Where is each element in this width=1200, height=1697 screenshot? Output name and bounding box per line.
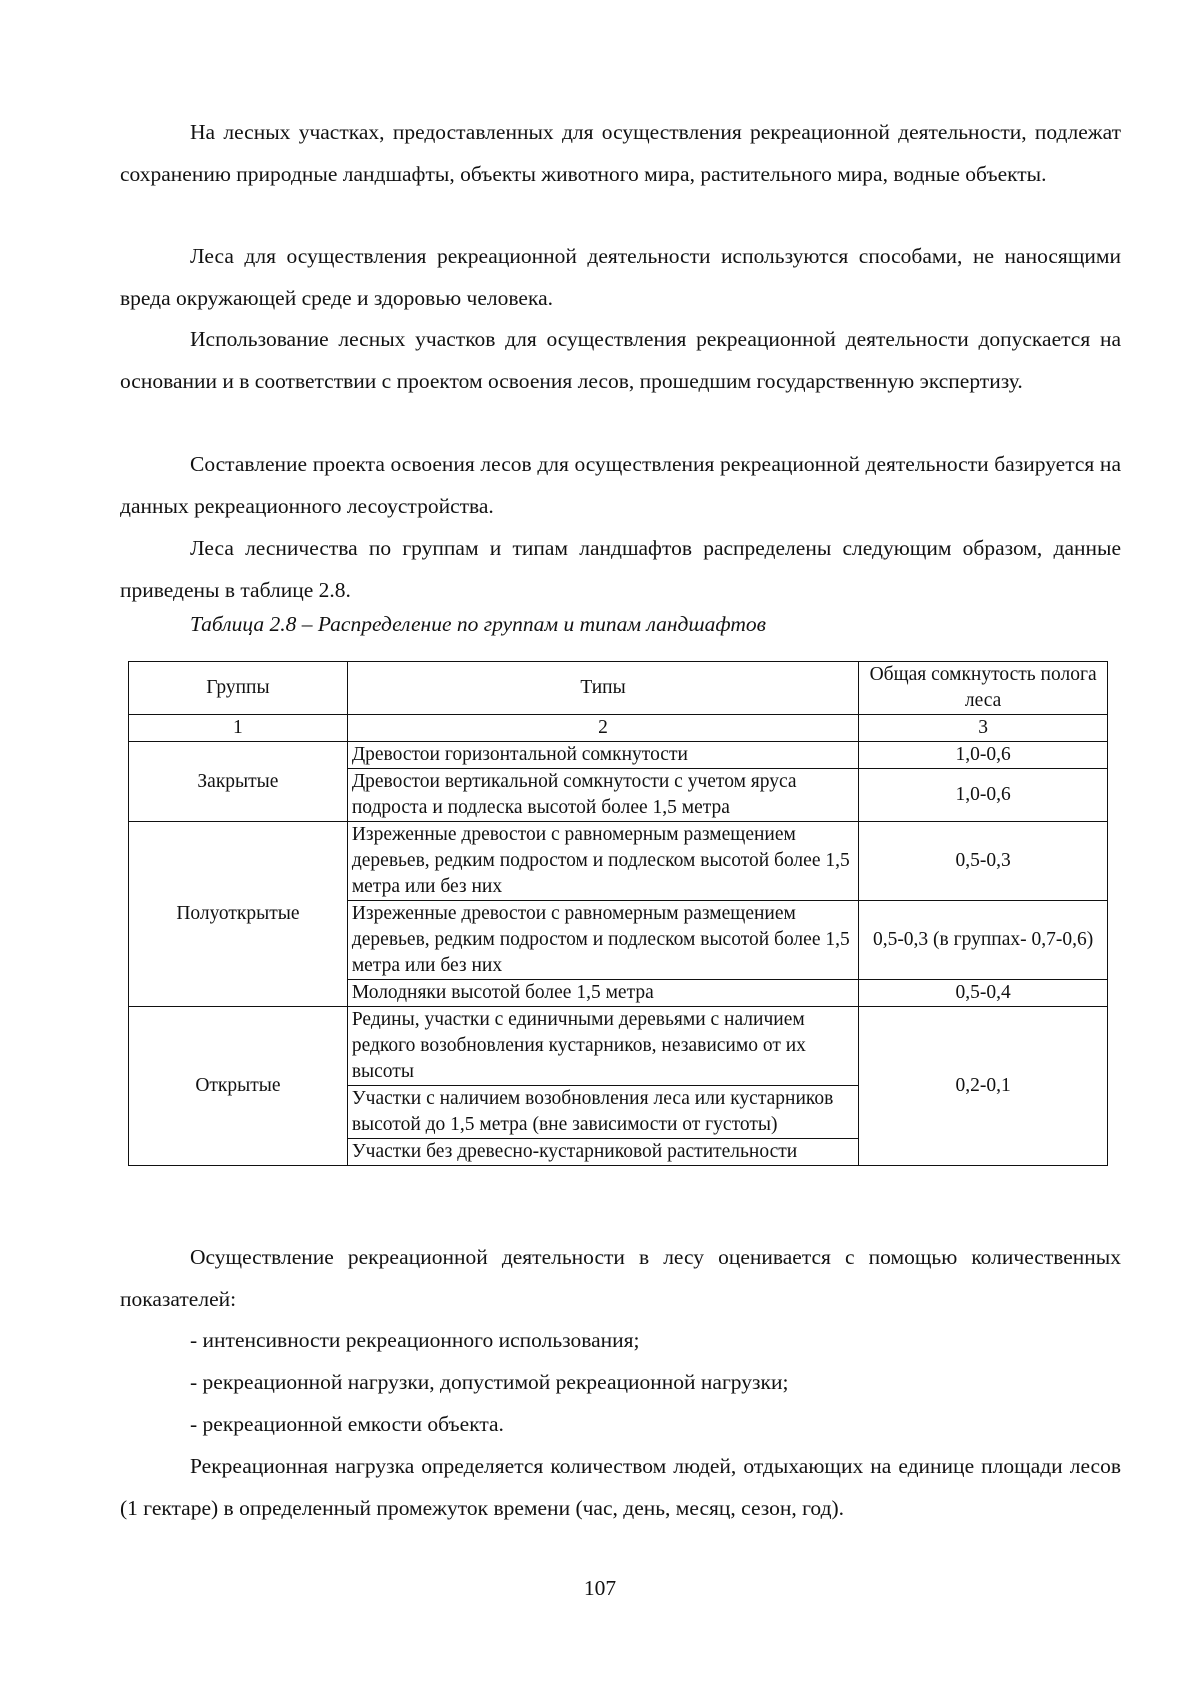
closure-cell: 0,5-0,4	[859, 980, 1108, 1007]
header-groups: Группы	[129, 662, 348, 715]
page-number: 107	[583, 1576, 617, 1600]
type-cell: Изреженные древостои с равномерным размещением деревьев, редким подростом и подлеском высотой более 1,5 метра или без них	[347, 822, 858, 901]
type-cell: Участки с наличием возобновления леса или кустарников высотой до 1,5 метра (вне зависимости от густоты)	[347, 1086, 858, 1139]
table-caption: Таблица 2.8 – Распределение по группам и типам ландшафтов	[190, 612, 767, 636]
header-closure: Общая сомкнутость полога леса	[859, 662, 1108, 715]
group-closed: Закрытые	[129, 742, 348, 822]
paragraph-2: Леса для осуществления рекреационной деятельности используются способами, не наносящими вреда окружающей среде и здоровью человека.	[120, 244, 1121, 310]
closure-cell: 0,5-0,3 (в группах- 0,7-0,6)	[859, 901, 1108, 980]
col-number: 2	[347, 715, 858, 742]
group-semi-open: Полуоткрытые	[129, 822, 348, 1007]
list-item: - интенсивности рекреационного использования;	[190, 1328, 640, 1352]
closure-cell: 0,2-0,1	[859, 1007, 1108, 1166]
type-cell: Участки без древесно-кустарниковой растительности	[347, 1139, 858, 1166]
paragraph-4: Составление проекта освоения лесов для осуществления рекреационной деятельности базируется на данных рекреационного лесоустройства.	[120, 452, 1121, 518]
list-item: - рекреационной нагрузки, допустимой рекреационной нагрузки;	[190, 1370, 789, 1394]
closure-cell: 0,5-0,3	[859, 822, 1108, 901]
landscape-table	[128, 661, 1108, 1166]
col-number: 1	[129, 715, 348, 742]
header-types: Типы	[347, 662, 858, 715]
type-cell: Древостои горизонтальной сомкнутости	[347, 742, 858, 769]
table-row	[129, 742, 1108, 769]
paragraph-indicators: Осуществление рекреационной деятельности в лесу оценивается с помощью количественных показателей:	[120, 1245, 1121, 1311]
type-cell: Редины, участки с единичными деревьями с наличием редкого возобновления кустарников, независимо от их высоты	[347, 1007, 858, 1086]
closure-cell: 1,0-0,6	[859, 742, 1108, 769]
paragraph-5: Леса лесничества по группам и типам ландшафтов распределены следующим образом, данные приведены в таблице 2.8.	[120, 536, 1121, 602]
table-row	[129, 1007, 1108, 1086]
closure-cell: 1,0-0,6	[859, 769, 1108, 822]
table-header-row	[129, 662, 1108, 715]
type-cell: Древостои вертикальной сомкнутости с учетом яруса подроста и подлеска высотой более 1,5 метра	[347, 769, 858, 822]
type-cell: Молодняки высотой более 1,5 метра	[347, 980, 858, 1007]
type-cell: Изреженные древостои с равномерным размещением деревьев, редким подростом и подлеском высотой более 1,5 метра или без них	[347, 901, 858, 980]
list-item: - рекреационной емкости объекта.	[190, 1412, 504, 1436]
paragraph-closing: Рекреационная нагрузка определяется количеством людей, отдыхающих на единице площади лесов (1 гектаре) в определенный промежуток времени (час, день, месяц, сезон, год).	[120, 1454, 1121, 1520]
table-number-row	[129, 715, 1108, 742]
group-open: Открытые	[129, 1007, 348, 1166]
table-row	[129, 822, 1108, 901]
col-number: 3	[859, 715, 1108, 742]
paragraph-1: На лесных участках, предоставленных для осуществления рекреационной деятельности, подлежат сохранению природные ландшафты, объекты животного мира, растительного мира, водные объекты.	[120, 120, 1121, 186]
paragraph-3: Использование лесных участков для осуществления рекреационной деятельности допускается на основании и в соответствии с проектом освоения лесов, прошедшим государственную экспертизу.	[120, 327, 1121, 393]
